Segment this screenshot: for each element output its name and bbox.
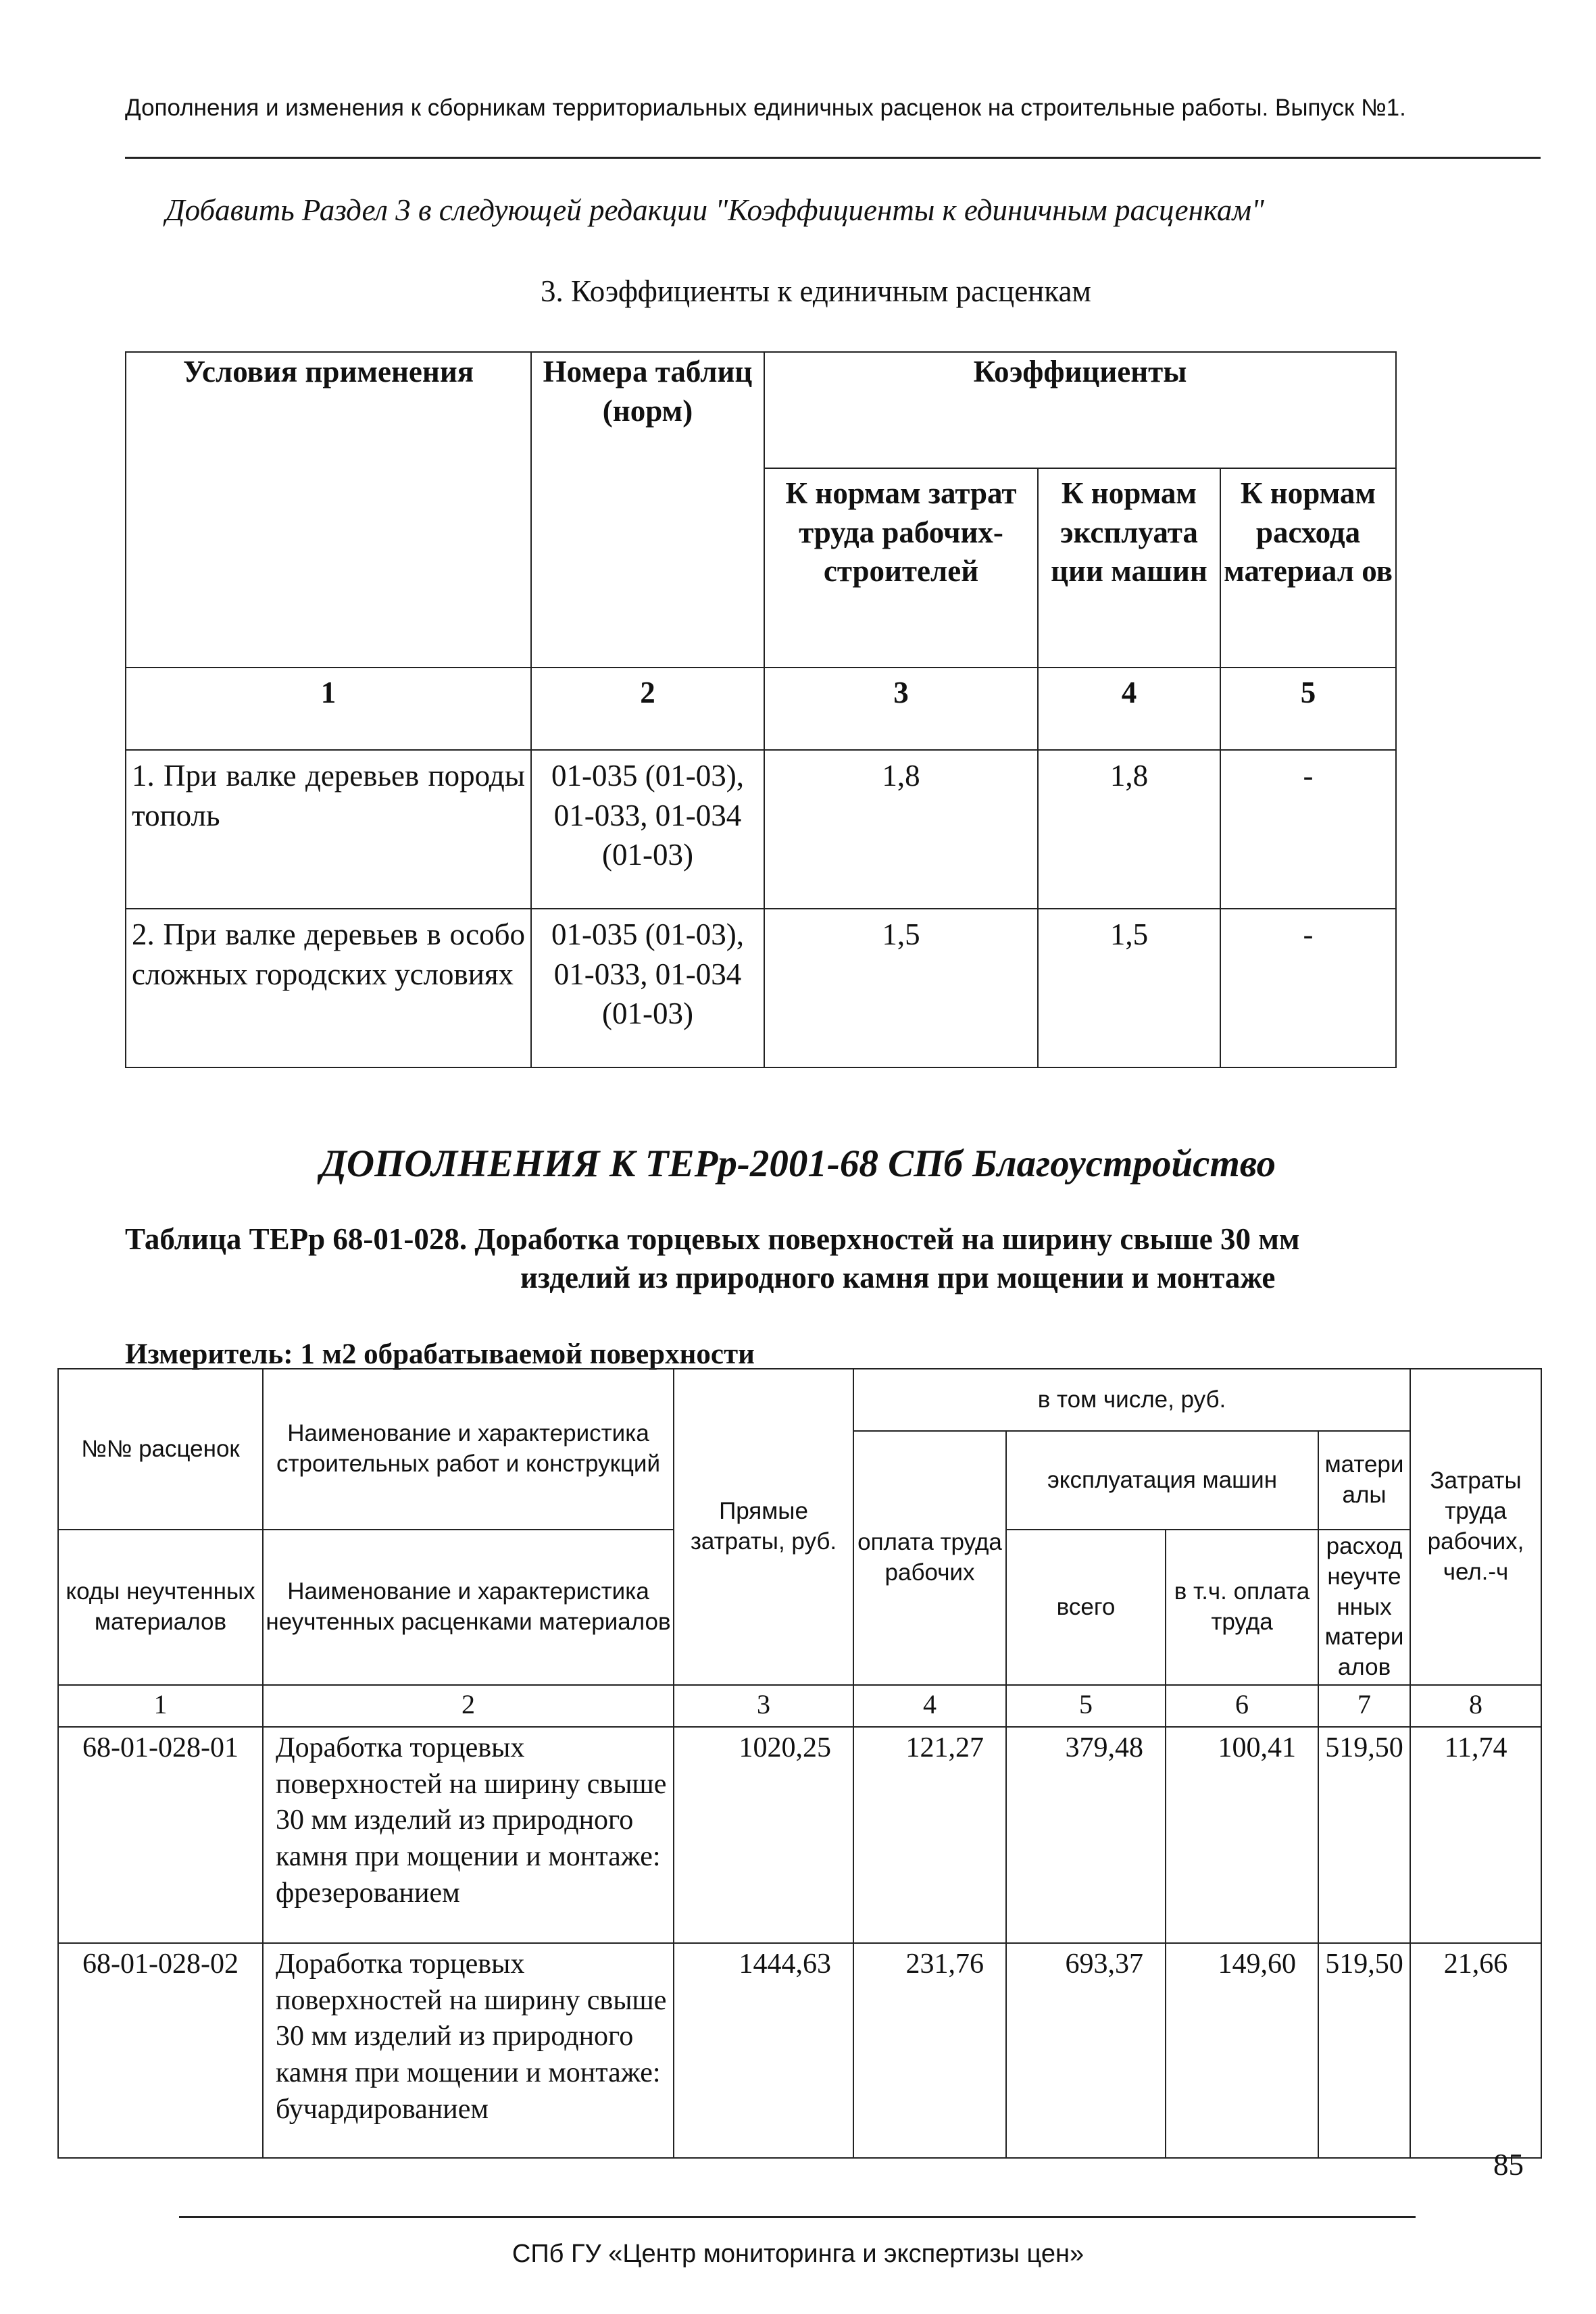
column-number: 4 (1038, 668, 1220, 750)
column-number: 6 (1166, 1685, 1318, 1727)
table-numbers-cell: 01-035 (01-03), 01-033, 01-034 (01-03) (531, 909, 764, 1067)
column-number: 1 (58, 1685, 263, 1727)
column-number: 8 (1410, 1685, 1541, 1727)
wages-cell: 121,27 (853, 1727, 1006, 1943)
column-number-row (58, 1685, 1541, 1727)
machine-coef-cell: 1,8 (1038, 750, 1220, 909)
machine-coef-cell: 1,5 (1038, 909, 1220, 1067)
header-rate-no: №№ расценок (58, 1369, 263, 1530)
material-coef-cell: - (1220, 909, 1396, 1067)
page-number: 85 (1493, 2148, 1524, 2182)
direct-cost-cell: 1020,25 (674, 1727, 853, 1943)
header-rule (125, 157, 1541, 159)
header-labor: К нормам затрат труда рабочих-строителей (764, 468, 1038, 668)
add-section-note: Добавить Раздел 3 в следующей редакции "Коэффициенты к единичным расценкам" (166, 193, 1264, 227)
column-number: 5 (1006, 1685, 1166, 1727)
coefficients-table (125, 351, 1397, 1068)
machines-wages-cell: 149,60 (1166, 1943, 1318, 2158)
header-machine-ops: эксплуатация машин (1006, 1431, 1318, 1530)
header-wages: оплата труда рабочих (853, 1431, 1006, 1685)
header-material-codes: коды неучтенных материалов (58, 1530, 263, 1685)
wages-cell: 231,76 (853, 1943, 1006, 2158)
header-materials: К нормам расхода материал ов (1220, 468, 1396, 668)
table-numbers-cell: 01-035 (01-03), 01-033, 01-034 (01-03) (531, 750, 764, 909)
footer-organization: СПб ГУ «Центр мониторинга и экспертизы цен» (512, 2240, 1084, 2268)
footer-rule (179, 2216, 1416, 2218)
header-material-names: Наименование и характеристика неучтенных расценками материалов (263, 1530, 674, 1685)
measure-unit: Измеритель: 1 м2 обрабатываемой поверхности (125, 1338, 755, 1370)
header-direct-cost: Прямые затраты, руб. (674, 1369, 853, 1685)
labor-cost-cell: 11,74 (1410, 1727, 1541, 1943)
header-unaccounted-materials: расход неучте нных матери алов (1318, 1530, 1410, 1685)
header-machines-wages: в т.ч. оплата труда (1166, 1530, 1318, 1685)
header-coefficients: Коэффициенты (764, 352, 1396, 468)
table-row (126, 750, 1396, 909)
column-number: 5 (1220, 668, 1396, 750)
labor-coef-cell: 1,5 (764, 909, 1038, 1067)
header-machines: К нормам эксплуата ции машин (1038, 468, 1220, 668)
rate-description-cell: Доработка торцевых поверхностей на ширину свыше 30 мм изделий из природного камня при мощении и монтаже: бучардированием (263, 1943, 674, 2158)
header-machines-total: всего (1006, 1530, 1166, 1685)
labor-cost-cell: 21,66 (1410, 1943, 1541, 2158)
column-number: 2 (263, 1685, 674, 1727)
section-heading: 3. Коэффициенты к единичным расценкам (541, 274, 1091, 308)
labor-coef-cell: 1,8 (764, 750, 1038, 909)
column-number: 3 (674, 1685, 853, 1727)
running-header: Дополнения и изменения к сборникам территориальных единичных расценок на строительные работы. Выпуск №1. (125, 95, 1406, 121)
column-number: 4 (853, 1685, 1006, 1727)
table-row (58, 1943, 1541, 2158)
header-including: в том числе, руб. (853, 1369, 1410, 1431)
rates-table (57, 1368, 1542, 2159)
condition-cell: 1. При валке деревьев породы тополь (126, 750, 531, 909)
materials-cell: 519,50 (1318, 1727, 1410, 1943)
condition-cell: 2. При валке деревьев в особо сложных городских условиях (126, 909, 531, 1067)
material-coef-cell: - (1220, 750, 1396, 909)
materials-cell: 519,50 (1318, 1943, 1410, 2158)
direct-cost-cell: 1444,63 (674, 1943, 853, 2158)
rate-description-cell: Доработка торцевых поверхностей на ширину свыше 30 мм изделий из природного камня при мощении и монтаже: фрезерованием (263, 1727, 674, 1943)
rate-code-cell: 68-01-028-01 (58, 1727, 263, 1943)
machines-total-cell: 693,37 (1006, 1943, 1166, 2158)
supplement-title: ДОПОЛНЕНИЯ К ТЕРр-2001-68 СПб Благоустройство (320, 1142, 1276, 1185)
column-number: 1 (126, 668, 531, 750)
header-table-numbers: Номера таблиц (норм) (531, 352, 764, 668)
header-materials: матери алы (1318, 1431, 1410, 1530)
table-row (126, 909, 1396, 1067)
column-number: 3 (764, 668, 1038, 750)
header-work-name: Наименование и характеристика строительных работ и конструкций (263, 1369, 674, 1530)
table-row (58, 1727, 1541, 1943)
machines-wages-cell: 100,41 (1166, 1727, 1318, 1943)
rate-code-cell: 68-01-028-02 (58, 1943, 263, 2158)
header-labor-cost: Затраты труда рабочих, чел.-ч (1410, 1369, 1541, 1685)
column-number: 2 (531, 668, 764, 750)
column-number-row (126, 668, 1396, 750)
table-caption: Таблица ТЕРр 68-01-028. Доработка торцевых поверхностей на ширину свыше 30 мм (125, 1222, 1300, 1256)
machines-total-cell: 379,48 (1006, 1727, 1166, 1943)
column-number: 7 (1318, 1685, 1410, 1727)
header-conditions: Условия применения (126, 352, 531, 668)
table-caption-continued: изделий из природного камня при мощении и монтаже (520, 1261, 1276, 1294)
